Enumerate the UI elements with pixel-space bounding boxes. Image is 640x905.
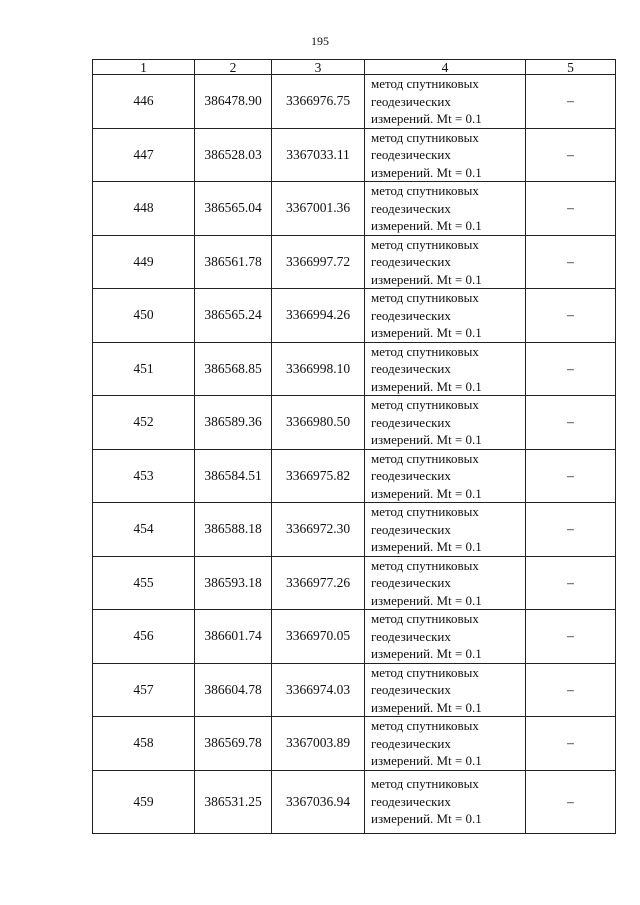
note-cell: – [526,342,616,396]
table-row [93,610,616,664]
method-text-line: измерений. Mt = 0.1 [371,811,482,827]
method-text-line: измерений. Mt = 0.1 [371,325,482,340]
method-text-line: геодезических [371,468,451,483]
note-cell: – [526,663,616,717]
note-cell: – [526,235,616,289]
note-cell: – [526,182,616,236]
method-text-line: измерений. Mt = 0.1 [371,753,482,768]
method-text-line: геодезических [371,414,451,430]
method-text-line: метод спутниковых [371,76,479,91]
table-row [93,182,616,236]
method-cell [365,235,526,289]
y-coordinate-cell: 3366980.50 [272,396,365,450]
table-row [93,556,616,610]
y-coordinate-cell: 3366977.26 [272,556,365,610]
table-body [93,75,616,834]
method-text-line: геодезических [371,307,451,323]
x-coordinate-cell: 386561.78 [195,235,272,289]
y-coordinate-cell: 3366970.05 [272,610,365,664]
y-coordinate-cell: 3367036.94 [272,770,365,833]
x-coordinate-cell: 386565.04 [195,182,272,236]
point-number-cell: 451 [93,342,195,396]
method-text-line: метод спутниковых [371,236,479,252]
y-coordinate-cell: 3366975.82 [272,449,365,503]
method-text-line: метод спутниковых [371,290,479,305]
table-row [93,235,616,289]
y-coordinate-cell: 3367003.89 [272,717,365,771]
y-coordinate-cell: 3366972.30 [272,503,365,557]
method-cell [365,182,526,236]
point-number-cell: 452 [93,396,195,450]
y-coordinate-cell: 3366997.72 [272,235,365,289]
method-text-line: измерений. Mt = 0.1 [371,592,482,608]
column-header-4: 4 [365,60,526,75]
method-text-line: измерений. Mt = 0.1 [371,485,482,501]
method-cell [365,503,526,557]
method-text-line: геодезических [371,793,451,809]
point-number-cell: 455 [93,556,195,610]
y-coordinate-cell: 3367033.11 [272,128,365,182]
method-text-line: измерений. Mt = 0.1 [371,271,482,287]
method-text-line: измерений. Mt = 0.1 [371,646,482,661]
method-cell [365,717,526,771]
method-text-line: геодезических [371,93,451,109]
table-row [93,663,616,717]
note-cell: – [526,556,616,610]
method-text-line: измерений. Mt = 0.1 [371,164,482,180]
x-coordinate-cell: 386528.03 [195,128,272,182]
x-coordinate-cell: 386478.90 [195,75,272,129]
method-text-line: геодезических [371,147,451,162]
method-text-line: измерений. Mt = 0.1 [371,111,482,126]
method-text-line: метод спутниковых [371,718,479,733]
method-text-line: метод спутниковых [371,397,479,412]
table-row [93,75,616,129]
method-text-line: измерений. Mt = 0.1 [371,378,482,394]
table-row [93,449,616,503]
method-text-line: геодезических [371,200,451,216]
table-row [93,342,616,396]
table-row [93,128,616,182]
column-header-1: 1 [93,60,195,75]
x-coordinate-cell: 386565.24 [195,289,272,343]
note-cell: – [526,289,616,343]
page-number: 195 [311,34,329,48]
method-text-line: измерений. Mt = 0.1 [371,432,482,447]
x-coordinate-cell: 386531.25 [195,770,272,833]
table-header-row [93,60,616,75]
method-cell [365,75,526,129]
method-text-line: метод спутниковых [371,557,479,573]
method-cell [365,610,526,664]
method-text-line: измерений. Mt = 0.1 [371,218,482,233]
note-cell: – [526,396,616,450]
y-coordinate-cell: 3366998.10 [272,342,365,396]
method-cell [365,556,526,610]
method-cell [365,449,526,503]
x-coordinate-cell: 386584.51 [195,449,272,503]
table-row [93,503,616,557]
note-cell: – [526,75,616,129]
note-cell: – [526,610,616,664]
x-coordinate-cell: 386601.74 [195,610,272,664]
point-number-cell: 458 [93,717,195,771]
method-text-line: метод спутниковых [371,611,479,626]
x-coordinate-cell: 386593.18 [195,556,272,610]
method-text-line: метод спутниковых [371,664,479,680]
point-number-cell: 450 [93,289,195,343]
note-cell: – [526,128,616,182]
x-coordinate-cell: 386588.18 [195,503,272,557]
method-text-line: метод спутниковых [371,183,479,198]
method-text-line: геодезических [371,628,451,644]
method-text-line: измерений. Mt = 0.1 [371,539,482,554]
point-number-cell: 448 [93,182,195,236]
point-number-cell: 457 [93,663,195,717]
x-coordinate-cell: 386569.78 [195,717,272,771]
method-text-line: геодезических [371,254,451,269]
method-cell [365,663,526,717]
point-number-cell: 454 [93,503,195,557]
x-coordinate-cell: 386604.78 [195,663,272,717]
column-header-2: 2 [195,60,272,75]
y-coordinate-cell: 3367001.36 [272,182,365,236]
method-cell [365,128,526,182]
note-cell: – [526,717,616,771]
method-cell [365,770,526,833]
note-cell: – [526,449,616,503]
y-coordinate-cell: 3366994.26 [272,289,365,343]
method-text-line: геодезических [371,361,451,376]
method-text-line: метод спутниковых [371,343,479,359]
method-text-line: измерений. Mt = 0.1 [371,699,482,715]
table-row [93,717,616,771]
point-number-cell: 449 [93,235,195,289]
method-text-line: метод спутниковых [371,776,479,792]
method-text-line: геодезических [371,682,451,697]
note-cell: – [526,503,616,557]
x-coordinate-cell: 386589.36 [195,396,272,450]
column-header-3: 3 [272,60,365,75]
point-number-cell: 459 [93,770,195,833]
y-coordinate-cell: 3366974.03 [272,663,365,717]
note-cell: – [526,770,616,833]
point-number-cell: 453 [93,449,195,503]
method-text-line: геодезических [371,735,451,751]
x-coordinate-cell: 386568.85 [195,342,272,396]
method-cell [365,342,526,396]
method-text-line: метод спутниковых [371,450,479,466]
coordinates-table [92,59,616,834]
table-row [93,770,616,833]
point-number-cell: 447 [93,128,195,182]
y-coordinate-cell: 3366976.75 [272,75,365,129]
method-text-line: геодезических [371,575,451,590]
table-row [93,289,616,343]
column-header-5: 5 [526,60,616,75]
table-row [93,396,616,450]
method-cell [365,396,526,450]
point-number-cell: 456 [93,610,195,664]
method-cell [365,289,526,343]
method-text-line: геодезических [371,521,451,537]
point-number-cell: 446 [93,75,195,129]
method-text-line: метод спутниковых [371,129,479,145]
method-text-line: метод спутниковых [371,504,479,519]
